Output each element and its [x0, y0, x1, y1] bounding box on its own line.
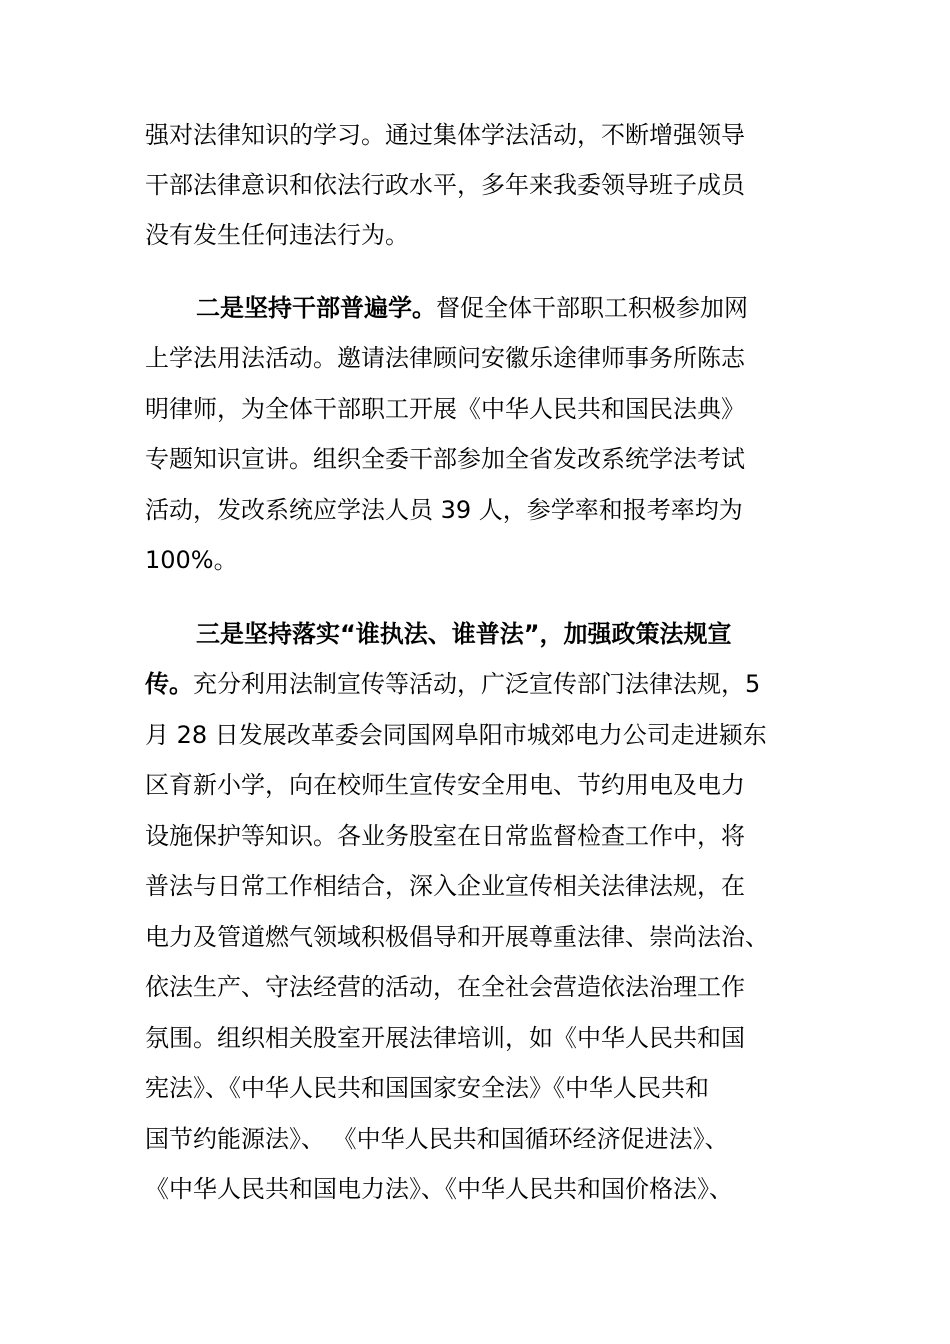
text-line: 电力及管道燃气领域积极倡导和开展尊重法律、崇尚法治、	[145, 923, 769, 951]
text-line: 明律师，为全体干部职工开展《中华人民共和国民法典》	[145, 395, 745, 423]
text-line: 干部法律意识和依法行政水平，多年来我委领导班子成员	[145, 171, 745, 199]
text-line: 设施保护等知识。各业务股室在日常监督检查工作中，将	[145, 822, 745, 850]
text-line: 依法生产、守法经营的活动，在全社会营造依法治理工作	[145, 973, 745, 1001]
text-line: 普法与日常工作相结合，深入企业宣传相关法律法规，在	[145, 872, 745, 900]
text-line: 上学法用法活动。邀请法律顾问安徽乐途律师事务所陈志	[145, 344, 745, 372]
paragraph-heading: 三是坚持落实“谁执法、谁普法”，加强政策法规宣	[196, 620, 732, 648]
text-run: 充分利用法制宣传等活动，广泛宣传部门法律法规，5	[193, 670, 761, 698]
text-line: 国节约能源法》、 《中华人民共和国循环经济促进法》、	[145, 1125, 729, 1153]
text-line: 月 28 日发展改革委会同国网阜阳市城郊电力公司走进颍东	[145, 721, 767, 749]
text-line: 宪法》、《中华人民共和国国家安全法》《中华人民共和	[145, 1074, 709, 1102]
paragraph-heading-end: 传。	[145, 670, 193, 698]
text-line: 活动，发改系统应学法人员 39 人，参学率和报考率均为	[145, 496, 743, 524]
text-line: 专题知识宣讲。组织全委干部参加全省发改系统学法考试	[145, 445, 745, 473]
text-line: 《中华人民共和国电力法》、《中华人民共和国价格法》、	[145, 1175, 733, 1203]
text-line: 区育新小学，向在校师生宣传安全用电、节约用电及电力	[145, 771, 745, 799]
text-line: 没有发生任何违法行为。	[145, 221, 409, 249]
paragraph-second-line	[145, 667, 760, 701]
text-line: 强对法律知识的学习。通过集体学法活动，不断增强领导	[145, 121, 745, 149]
paragraph-first-line	[196, 291, 748, 325]
text-run: 督促全体干部职工积极参加网	[436, 294, 748, 322]
paragraph-heading: 二是坚持干部普遍学。	[196, 294, 436, 322]
text-line: 氛围。组织相关股室开展法律培训，如《中华人民共和国	[145, 1024, 745, 1052]
text-line: 100%。	[145, 546, 238, 574]
